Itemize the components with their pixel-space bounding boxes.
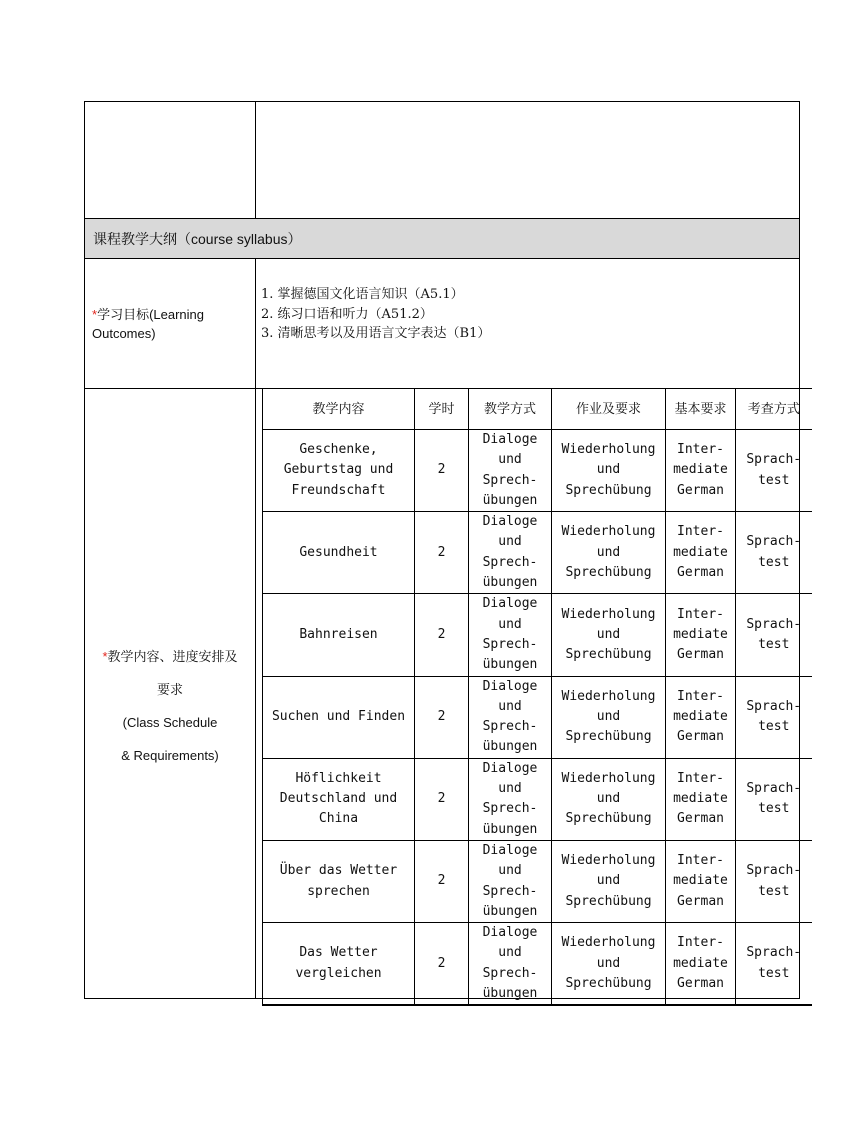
cell-hours: 2 [415,923,469,1006]
schedule-label-line: & Requirements) [121,748,219,763]
cell-basic: Inter-mediate German [666,594,736,676]
table-row [263,923,812,1006]
cell-method: Dialoge und Sprech-übungen [469,594,552,676]
cell-method: Dialoge und Sprech-übungen [469,430,552,512]
outcomes-label-text: 学习目标(Learning Outcomes) [92,307,204,341]
cell-assessment: Sprach-test [736,512,812,594]
schedule-label [86,640,254,772]
outcome-item: 1. 掌握德国文化语言知识（A5.1） [261,287,464,302]
cell-homework: Wiederholung und Sprechübung [552,840,666,922]
cell-hours: 2 [415,676,469,758]
schedule-label-line: 教学内容、进度安排及 [107,649,238,664]
column-header: 教学方式 [469,389,552,430]
cell-method: Dialoge und Sprech-übungen [469,676,552,758]
cell-hours: 2 [415,840,469,922]
column-header: 作业及要求 [552,389,666,430]
table-row [263,758,812,840]
cell-hours: 2 [415,512,469,594]
table-row [263,430,812,512]
table-row [263,676,812,758]
cell-assessment: Sprach-test [736,676,812,758]
schedule-label-line: (Class Schedule [122,715,218,730]
section-title: 课程教学大纲（course syllabus） [93,231,302,247]
cell-method: Dialoge und Sprech-übungen [469,923,552,1006]
cell-assessment: Sprach-test [736,923,812,1006]
outcomes-list [261,285,490,344]
cell-content: Geschenke, Geburtstag und Freundschaft [263,430,415,512]
cell-assessment: Sprach-test [736,758,812,840]
cell-content: Über das Wetter sprechen [263,840,415,922]
cell-content: Suchen und Finden [263,676,415,758]
column-header: 教学内容 [263,389,415,430]
required-asterisk: * [102,649,108,664]
cell-basic: Inter-mediate German [666,840,736,922]
cell-assessment: Sprach-test [736,594,812,676]
cell-homework: Wiederholung und Sprechübung [552,923,666,1006]
cell-homework: Wiederholung und Sprechübung [552,676,666,758]
table-row [263,840,812,922]
cell-basic: Inter-mediate German [666,923,736,1006]
cell-method: Dialoge und Sprech-übungen [469,758,552,840]
cell-basic: Inter-mediate German [666,512,736,594]
cell-homework: Wiederholung und Sprechübung [552,758,666,840]
cell-hours: 2 [415,758,469,840]
cell-content: Bahnreisen [263,594,415,676]
cell-content: Das Wetter vergleichen [263,923,415,1006]
cell-assessment: Sprach-test [736,430,812,512]
cell-method: Dialoge und Sprech-übungen [469,512,552,594]
cell-homework: Wiederholung und Sprechübung [552,512,666,594]
cell-method: Dialoge und Sprech-übungen [469,840,552,922]
outcomes-label [92,305,252,343]
outcome-item: 2. 练习口语和听力（A51.2） [261,306,433,322]
cell-basic: Inter-mediate German [666,430,736,512]
table-row [263,512,812,594]
cell-homework: Wiederholung und Sprechübung [552,430,666,512]
table-row [263,594,812,676]
schedule-table [262,388,812,1006]
cell-content: Höflichkeit Deutschland und China [263,758,415,840]
cell-basic: Inter-mediate German [666,758,736,840]
cell-hours: 2 [415,430,469,512]
row-divider [84,258,800,259]
cell-basic: Inter-mediate German [666,676,736,758]
cell-hours: 2 [415,594,469,676]
cell-content: Gesundheit [263,512,415,594]
cell-assessment: Sprach-test [736,840,812,922]
column-header: 考查方式 [736,389,812,430]
column-header: 基本要求 [666,389,736,430]
schedule-label-line: 要求 [156,682,183,697]
table-header-row [263,389,812,430]
outcome-item: 3. 清晰思考以及用语言文字表达（B1） [261,326,491,341]
required-asterisk: * [92,307,98,322]
cell-homework: Wiederholung und Sprechübung [552,594,666,676]
column-header: 学时 [415,389,469,430]
